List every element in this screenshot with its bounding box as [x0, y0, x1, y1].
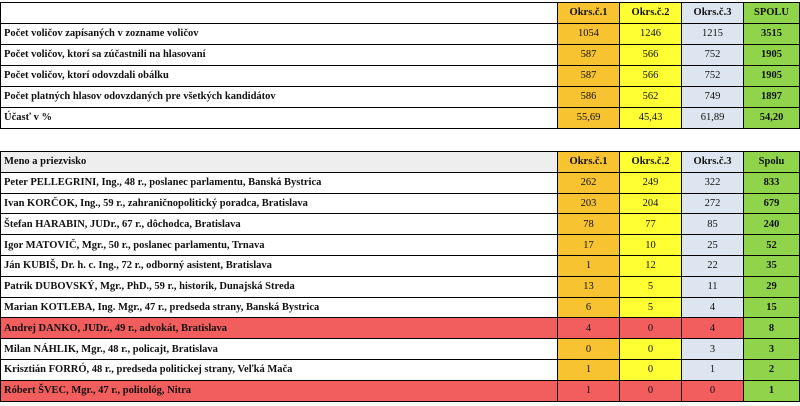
candidate-votes-district3: 4 — [682, 318, 744, 339]
candidate-votes-district3: 85 — [682, 214, 744, 235]
candidate-votes-district1: 262 — [558, 172, 620, 193]
candidate-votes-total: 1 — [744, 380, 800, 401]
candidate-votes-total: 240 — [744, 214, 800, 235]
candidate-votes-district1: 4 — [558, 318, 620, 339]
candidate-name: Igor MATOVIČ, Mgr., 50 r., poslanec parlamentu, Trnava — [1, 235, 558, 256]
candidate-row — [1, 235, 800, 256]
summary-header-row — [1, 3, 800, 24]
summary-cell-district3: 61,89 — [682, 108, 744, 129]
candidates-header-district1: Okrs.č.1 — [558, 152, 620, 173]
candidate-row — [1, 276, 800, 297]
summary-cell-district3: 1215 — [682, 24, 744, 45]
summary-row-label: Počet voličov, ktorí odovzdali obálku — [1, 66, 558, 87]
candidates-header-total: Spolu — [744, 152, 800, 173]
candidate-row — [1, 255, 800, 276]
candidate-votes-district1: 13 — [558, 276, 620, 297]
candidate-votes-district3: 25 — [682, 235, 744, 256]
candidate-name: Róbert ŠVEC, Mgr., 47 r., politológ, Nitra — [1, 380, 558, 401]
candidate-votes-district3: 0 — [682, 380, 744, 401]
candidate-votes-district2: 0 — [620, 339, 682, 360]
summary-row-label: Počet voličov, ktorí sa zúčastnili na hlasovaní — [1, 45, 558, 66]
candidate-votes-district3: 4 — [682, 297, 744, 318]
summary-row-label: Počet platných hlasov odovzdaných pre všetkých kandidátov — [1, 87, 558, 108]
summary-row-label: Účasť v % — [1, 108, 558, 129]
candidate-name: Krisztián FORRÓ, 48 r., predseda politickej strany, Veľká Mača — [1, 359, 558, 380]
summary-cell-district2: 566 — [620, 45, 682, 66]
summary-row — [1, 87, 800, 108]
summary-cell-total: 3515 — [744, 24, 800, 45]
candidates-header-district3: Okrs.č.3 — [682, 152, 744, 173]
candidate-votes-district3: 1 — [682, 359, 744, 380]
summary-header-district1: Okrs.č.1 — [558, 3, 620, 24]
candidate-name: Ján KUBIŠ, Dr. h. c. Ing., 72 r., odborný asistent, Bratislava — [1, 255, 558, 276]
candidates-table — [0, 151, 800, 402]
summary-row-turnout — [1, 108, 800, 129]
candidate-votes-district2: 5 — [620, 276, 682, 297]
candidate-votes-district2: 5 — [620, 297, 682, 318]
candidate-votes-district2: 204 — [620, 193, 682, 214]
candidate-votes-district2: 249 — [620, 172, 682, 193]
candidate-votes-district2: 0 — [620, 380, 682, 401]
candidates-header-name: Meno a priezvisko — [1, 152, 558, 173]
summary-row — [1, 24, 800, 45]
summary-header-district3: Okrs.č.3 — [682, 3, 744, 24]
candidate-votes-district2: 12 — [620, 255, 682, 276]
candidate-votes-total: 15 — [744, 297, 800, 318]
candidate-votes-district2: 0 — [620, 359, 682, 380]
summary-cell-district1: 586 — [558, 87, 620, 108]
candidate-votes-total: 833 — [744, 172, 800, 193]
candidate-votes-total: 3 — [744, 339, 800, 360]
summary-row — [1, 66, 800, 87]
summary-cell-district1: 587 — [558, 45, 620, 66]
summary-cell-district3: 749 — [682, 87, 744, 108]
summary-cell-total: 1897 — [744, 87, 800, 108]
summary-cell-district1: 55,69 — [558, 108, 620, 129]
candidate-votes-district1: 203 — [558, 193, 620, 214]
candidates-header-row — [1, 152, 800, 173]
summary-row — [1, 45, 800, 66]
summary-cell-district1: 587 — [558, 66, 620, 87]
candidate-name: Andrej DANKO, JUDr., 49 r., advokát, Bratislava — [1, 318, 558, 339]
summary-cell-total: 54,20 — [744, 108, 800, 129]
candidate-votes-district1: 1 — [558, 380, 620, 401]
candidate-votes-district3: 272 — [682, 193, 744, 214]
candidate-votes-total: 52 — [744, 235, 800, 256]
summary-table — [0, 2, 800, 129]
candidate-name: Štefan HARABIN, JUDr., 67 r., dôchodca, Bratislava — [1, 214, 558, 235]
candidate-votes-district2: 0 — [620, 318, 682, 339]
candidate-row — [1, 214, 800, 235]
candidate-row — [1, 172, 800, 193]
candidate-votes-district1: 78 — [558, 214, 620, 235]
candidate-row — [1, 359, 800, 380]
candidate-votes-district1: 1 — [558, 359, 620, 380]
candidate-votes-district1: 0 — [558, 339, 620, 360]
candidate-row-highlighted — [1, 380, 800, 401]
candidate-row — [1, 193, 800, 214]
candidate-votes-total: 679 — [744, 193, 800, 214]
candidate-name: Patrik DUBOVSKÝ, Mgr., PhD., 59 r., historik, Dunajská Streda — [1, 276, 558, 297]
candidate-votes-district2: 10 — [620, 235, 682, 256]
summary-header-district2: Okrs.č.2 — [620, 3, 682, 24]
candidate-votes-district3: 3 — [682, 339, 744, 360]
summary-cell-district3: 752 — [682, 66, 744, 87]
summary-header-total: SPOLU — [744, 3, 800, 24]
summary-row-label: Počet voličov zapísaných v zozname voličov — [1, 24, 558, 45]
candidate-votes-district3: 322 — [682, 172, 744, 193]
candidate-votes-district3: 22 — [682, 255, 744, 276]
candidate-votes-total: 35 — [744, 255, 800, 276]
summary-cell-district2: 562 — [620, 87, 682, 108]
candidate-name: Peter PELLEGRINI, Ing., 48 r., poslanec parlamentu, Banská Bystrica — [1, 172, 558, 193]
candidate-votes-total: 8 — [744, 318, 800, 339]
candidate-row — [1, 339, 800, 360]
candidate-votes-total: 2 — [744, 359, 800, 380]
candidate-name: Marian KOTLEBA, Ing. Mgr., 47 r., predseda strany, Banská Bystrica — [1, 297, 558, 318]
candidate-votes-total: 29 — [744, 276, 800, 297]
candidate-votes-district1: 17 — [558, 235, 620, 256]
candidate-row — [1, 297, 800, 318]
candidates-header-district2: Okrs.č.2 — [620, 152, 682, 173]
summary-header-blank — [1, 3, 558, 24]
candidate-votes-district1: 6 — [558, 297, 620, 318]
summary-cell-district2: 566 — [620, 66, 682, 87]
candidate-row-highlighted — [1, 318, 800, 339]
summary-cell-total: 1905 — [744, 66, 800, 87]
candidate-votes-district2: 77 — [620, 214, 682, 235]
summary-cell-district2: 45,43 — [620, 108, 682, 129]
summary-cell-district2: 1246 — [620, 24, 682, 45]
summary-cell-total: 1905 — [744, 45, 800, 66]
candidate-votes-district3: 11 — [682, 276, 744, 297]
summary-cell-district3: 752 — [682, 45, 744, 66]
candidate-name: Milan NÁHLIK, Mgr., 48 r., policajt, Bratislava — [1, 339, 558, 360]
candidate-name: Ivan KORČOK, Ing., 59 r., zahraničnopolitický poradca, Bratislava — [1, 193, 558, 214]
summary-cell-district1: 1054 — [558, 24, 620, 45]
candidate-votes-district1: 1 — [558, 255, 620, 276]
